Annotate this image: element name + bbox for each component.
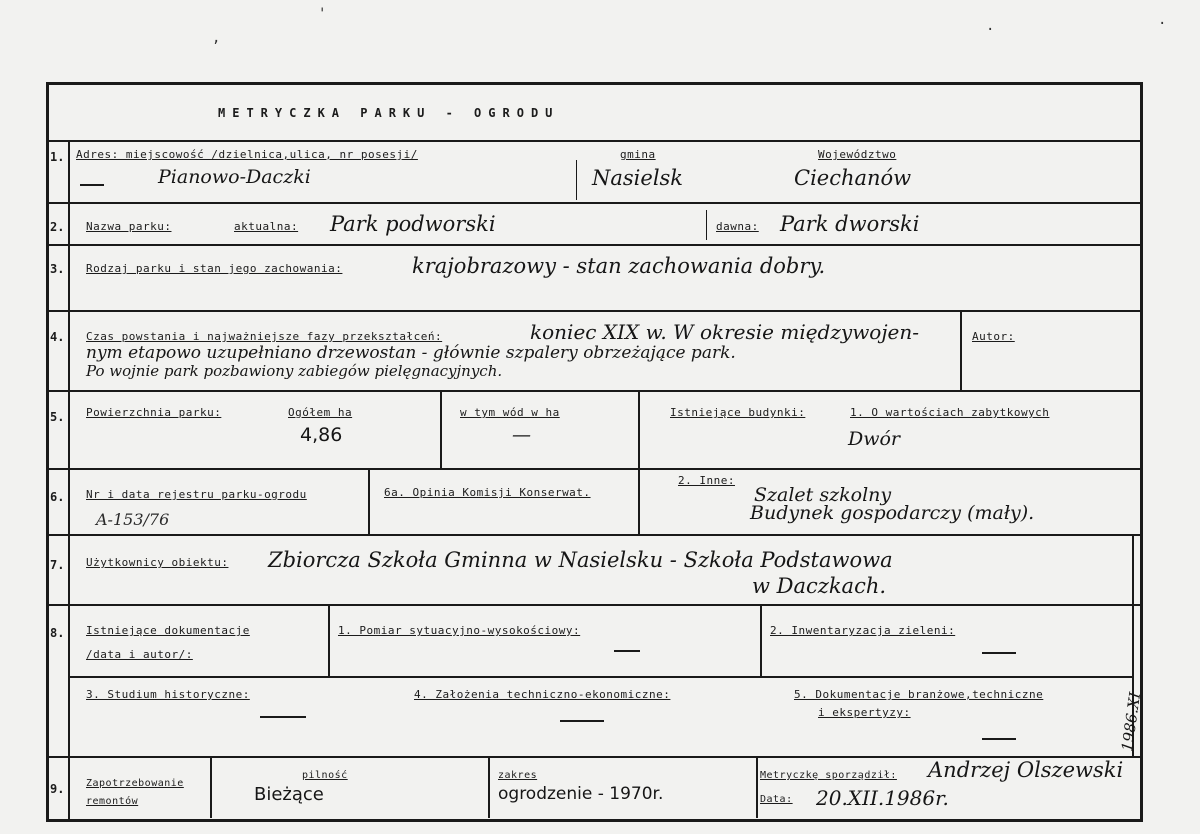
gmina-label: gmina	[620, 148, 656, 161]
other-buildings-label: 2. Inne:	[678, 474, 735, 487]
blank-dash	[614, 650, 640, 652]
historical-study-label: 3. Studium historyczne:	[86, 688, 250, 701]
divider	[960, 310, 962, 390]
author-label: Autor:	[972, 330, 1015, 343]
water-area-label: w tym wód w ha	[460, 406, 560, 419]
docs-label-2: /data i autor/:	[86, 648, 193, 661]
scope-value: ogrodzenie - 1970r.	[498, 784, 664, 804]
greenery-inventory-label: 2. Inwentaryzacja zieleni:	[770, 624, 956, 637]
gmina-value: Nasielsk	[592, 166, 684, 190]
users-line-2: w Daczkach.	[752, 574, 887, 598]
divider	[48, 202, 1142, 204]
blank-dash	[80, 184, 104, 186]
repair-needs-label-2: remontów	[86, 796, 139, 807]
divider	[368, 468, 370, 534]
row-number: 7.	[50, 558, 65, 572]
divider	[70, 676, 1132, 678]
current-name-label: aktualna:	[234, 220, 299, 233]
scan-speck: ·	[986, 22, 995, 38]
blank-dash	[982, 652, 1016, 654]
monument-buildings-label: 1. O wartościach zabytkowych	[850, 406, 1050, 419]
urgency-label: pilność	[302, 770, 348, 781]
date-label: Data:	[760, 794, 793, 805]
former-name-label: dawna:	[716, 220, 759, 233]
buildings-label: Istniejące budynki:	[670, 406, 806, 419]
divider	[48, 310, 1142, 312]
form-frame	[46, 82, 1143, 822]
conservator-opinion-label: 6a. Opinia Komisji Konserwat.	[384, 486, 591, 499]
voivodeship-value: Ciechanów	[794, 166, 912, 190]
park-type-value: krajobrazowy - stan zachowania dobry.	[412, 254, 826, 278]
history-line-1: koniec XIX w. W okresie międzywojen-	[530, 320, 920, 344]
date-value: 20.XII.1986r.	[816, 786, 949, 810]
former-name-value: Park dworski	[780, 212, 920, 236]
current-name-value: Park podworski	[330, 212, 496, 236]
history-line-2: nym etapowo uzupełniano drzewostan - głównie szpalery obrzeżające park.	[86, 343, 736, 363]
voivodeship-label: Województwo	[818, 148, 897, 161]
branch-docs-label-1: 5. Dokumentacje branżowe,techniczne	[794, 688, 1044, 701]
prepared-by-signature: Andrzej Olszewski	[928, 758, 1124, 782]
divider	[48, 244, 1142, 246]
survey-label: 1. Pomiar sytuacyjno-wysokościowy:	[338, 624, 581, 637]
blank-dash	[982, 738, 1016, 740]
area-total-value: 4,86	[300, 424, 343, 446]
divider	[576, 160, 577, 200]
row-number: 6.	[50, 490, 65, 504]
divider	[48, 390, 1142, 392]
repair-needs-label-1: Zapotrzebowanie	[86, 778, 184, 789]
area-label: Powierzchnia parku:	[86, 406, 222, 419]
divider	[48, 534, 1142, 536]
scan-speck: '	[318, 6, 327, 22]
users-line-1: Zbiorcza Szkoła Gminna w Nasielsku - Szkoła Podstawowa	[268, 548, 893, 572]
other-building-2: Budynek gospodarczy (mały).	[750, 502, 1035, 524]
row-number: 1.	[50, 150, 65, 164]
park-name-label: Nazwa parku:	[86, 220, 172, 233]
divider	[756, 756, 758, 818]
prepared-by-label: Metryczkę sporządził:	[760, 770, 897, 781]
blank-dash	[560, 720, 604, 722]
history-line-3: Po wojnie park pozbawiony zabiegów pielęgnacyjnych.	[86, 362, 503, 380]
park-type-label: Rodzaj parku i stan jego zachowania:	[86, 262, 343, 275]
divider	[328, 604, 330, 676]
water-area-value: —	[512, 424, 531, 446]
monument-buildings-value: Dwór	[848, 428, 901, 450]
scope-label: zakres	[498, 770, 538, 781]
register-label: Nr i data rejestru parku-ogrodu	[86, 488, 307, 501]
scan-speck: ·	[1158, 16, 1167, 32]
address-label: Adres: miejscowość /dzielnica,ulica, nr posesji/	[76, 148, 418, 161]
row-number: 9.	[50, 782, 65, 796]
divider	[68, 140, 70, 820]
docs-label-1: Istniejące dokumentacje	[86, 624, 250, 637]
divider	[48, 140, 1142, 142]
users-label: Użytkownicy obiektu:	[86, 556, 229, 569]
row-number: 8.	[50, 626, 65, 640]
scan-speck: ,	[212, 30, 221, 46]
form-title: METRYCZKA PARKU - OGRODU	[218, 106, 560, 120]
history-label: Czas powstania i najważniejsze fazy przekształceń:	[86, 330, 443, 343]
urgency-value: Bieżące	[254, 784, 324, 805]
divider	[48, 604, 1142, 606]
divider	[440, 390, 442, 468]
divider	[488, 756, 490, 818]
other-building-1: Szalet szkolny	[754, 484, 892, 506]
divider	[760, 604, 762, 676]
divider	[210, 756, 212, 818]
blank-dash	[260, 716, 306, 718]
address-value: Pianowo-Daczki	[158, 166, 311, 188]
area-total-label: Ogółem ha	[288, 406, 353, 419]
divider	[638, 390, 640, 534]
row-number: 3.	[50, 262, 65, 276]
divider	[48, 468, 1142, 470]
divider	[706, 210, 707, 240]
technical-assumptions-label: 4. Założenia techniczno-ekonomiczne:	[414, 688, 671, 701]
row-number: 4.	[50, 330, 65, 344]
register-value: A-153/76	[96, 510, 170, 529]
row-number: 2.	[50, 220, 65, 234]
branch-docs-label-2: i ekspertyzy:	[818, 706, 911, 719]
margin-note: 1986.XI	[1118, 691, 1145, 753]
row-number: 5.	[50, 410, 65, 424]
